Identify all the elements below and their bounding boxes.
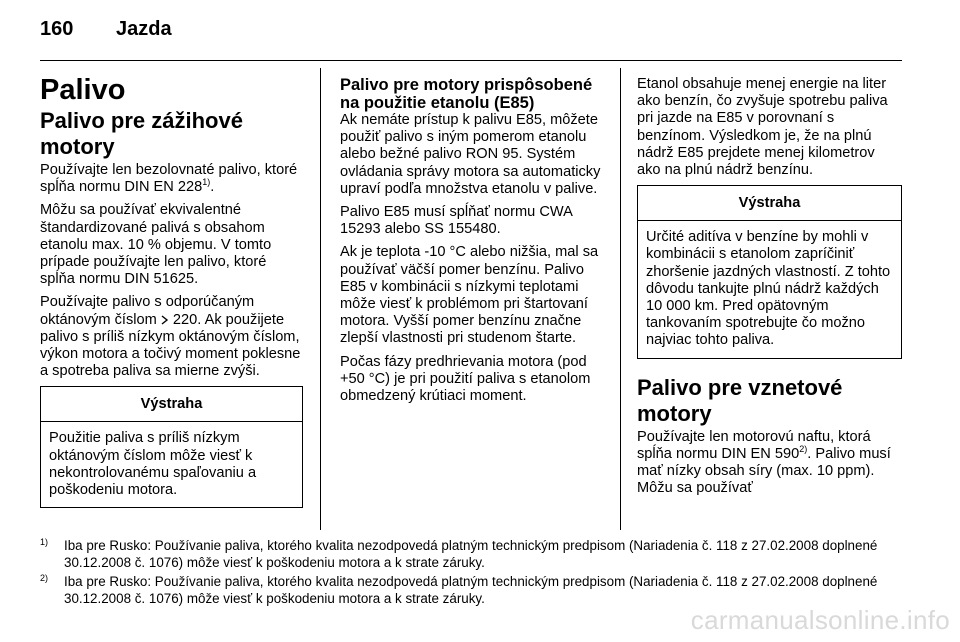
footnote-number: 2) xyxy=(40,573,49,583)
column-2 xyxy=(340,68,605,411)
warning-text: Určité aditíva v benzíne by mohli v kombinácii s etanolom zapríčiniť zhoršenie jazdných vlastností. Z tohto dôvodu tankujte plnú nádrž každých 10 000 km. Pred opätovným tankovaním spotrebujte čo možno najviac tohto paliva. xyxy=(646,229,891,349)
section-heading-petrol: Palivo pre zážihové motory xyxy=(40,108,243,159)
page-reference-arrow-icon xyxy=(161,315,169,325)
page-title: Palivo xyxy=(40,74,126,106)
footnote-ref[interactable]: 1) xyxy=(202,177,211,188)
section-heading-diesel: Palivo pre vznetové motory xyxy=(637,374,843,426)
paragraph: Etanol obsahuje menej energie na liter ako benzín, čo zvyšuje spotrebu paliva pri jazde na E85 v porovnaní s benzínom. Výsledkom je, že na plnú nádrž E85 prejdete menej kilometrov ako na plnú nádrž benzínu. xyxy=(637,76,888,179)
footnote-text: Iba pre Rusko: Používanie paliva, ktorého kvalita nezodpovedá platným technickým predpisom (Nariadenia č. 118 z 27.02.2008 doplnené 30.12.2008 č. 1076) môže viesť k poškodeniu motora a k strate záruky. xyxy=(64,574,878,606)
footnote xyxy=(40,537,920,571)
page-header xyxy=(40,18,172,41)
warning-box xyxy=(637,185,902,358)
section-title: Jazda xyxy=(116,18,172,40)
paragraph: Počas fázy predhrievania motora (pod +50 °C) je pri použití paliva s etanolom obmedzený krútiaci moment. xyxy=(340,353,591,405)
warning-title: Výstraha xyxy=(638,186,901,221)
watermark: carmanualsonline.info xyxy=(690,605,950,635)
page-reference-link[interactable]: 220 xyxy=(172,311,198,328)
paragraph: Ak nemáte prístup k palivu E85, môžete použiť palivo s iným pomerom etanolu alebo bežné palivo RON 95. Systém ovládania správy motora sa automaticky upraví podľa množstva etanolu v palive. xyxy=(340,112,601,197)
paragraph: Používajte len motorovú naftu, ktorá spĺňa normu DIN EN 590$^{2)}$. Palivo musí mať nízky obsah síry (max. 10 ppm). Môžu sa používať xyxy=(637,428,891,497)
warning-title: Výstraha xyxy=(41,387,302,422)
warning-box xyxy=(40,386,303,508)
paragraph: Používajte palivo s odporúčaným oktánovým číslom 220. Ak použijete palivo s príliš nízkym oktánovým číslom, výkon motora a točivý moment poklesne a spotreba paliva sa mierne zvýši. xyxy=(40,294,301,380)
paragraph: Môžu sa používať ekvivalentné štandardizované palivá s obsahom etanolu max. 10 % objemu. V tomto prípade používajte len palivo, ktoré spĺňa normu DIN 51625. xyxy=(40,202,272,288)
footnote-ref[interactable]: 2) xyxy=(799,443,808,454)
paragraph: Ak je teplota -10 °C alebo nižšia, mal sa používať väčší pomer benzínu. Palivo E85 v kombinácii s nízkymi teplotami môže viesť k problémom pri štartovaní motora. Vyšší pomer benzínu značne zlepší vlastnosti pri studenom štarte. xyxy=(340,244,599,347)
paragraph: Palivo E85 musí spĺňať normu CWA 15293 alebo SS 155480. xyxy=(340,204,573,238)
column-1 xyxy=(40,68,303,508)
footnotes xyxy=(40,537,920,609)
footnote-number: 1) xyxy=(40,537,49,547)
paragraph: Používajte len bezolovnaté palivo, ktoré spĺňa normu DIN EN 228$^{1)}$. xyxy=(40,162,298,196)
section-heading-e85: Palivo pre motory prispôsobené na použitie etanolu (E85) xyxy=(340,76,593,112)
column-3 xyxy=(637,68,902,503)
column-divider-2 xyxy=(620,68,621,530)
page-number: 160 xyxy=(40,18,74,40)
footnote-text: Iba pre Rusko: Používanie paliva, ktorého kvalita nezodpovedá platným technickým predpisom (Nariadenia č. 118 z 27.02.2008 doplnené 30.12.2008 č. 1076) môže viesť k poškodeniu motora a k strate záruky. xyxy=(64,538,878,570)
warning-text: Použitie paliva s príliš nízkym oktánovým číslom môže viesť k nekontrolovanému spaľovaniu a poškodeniu motora. xyxy=(49,430,257,499)
header-rule xyxy=(40,60,902,61)
column-divider-1 xyxy=(320,68,321,530)
footnote xyxy=(40,573,920,607)
